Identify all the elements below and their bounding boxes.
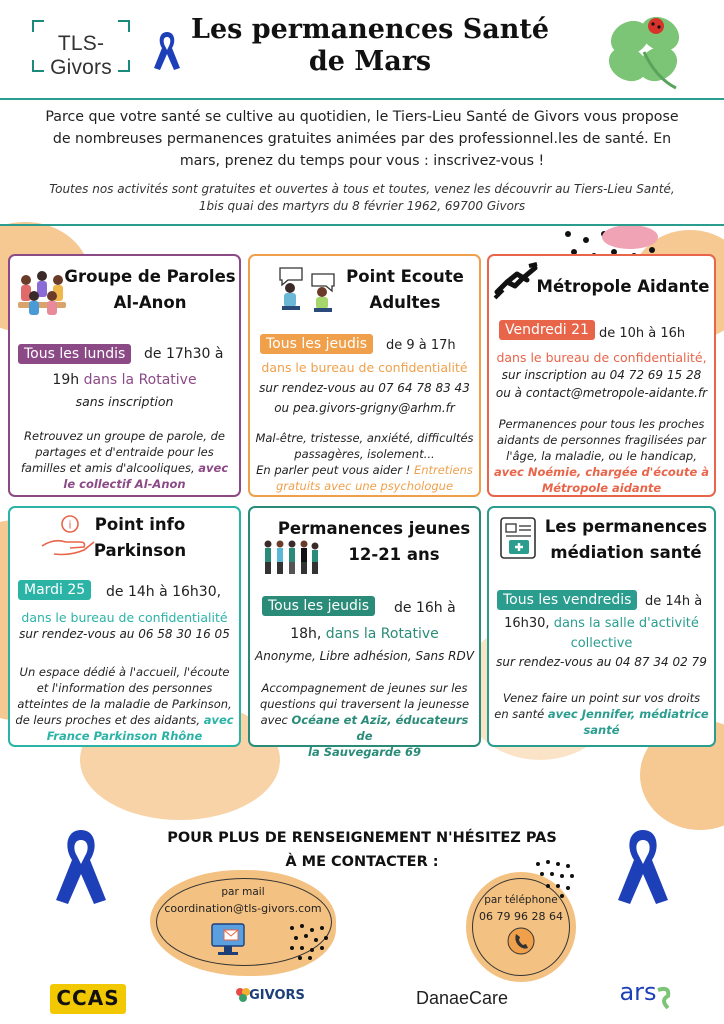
- schedule-pill: Mardi 25: [18, 580, 91, 600]
- decor-dots: [286, 922, 332, 962]
- computer-mail-icon: [210, 920, 250, 960]
- schedule-location: dans le bureau de confidentialité,: [496, 350, 707, 365]
- card-title: Permanences jeunes 12-21 ans: [277, 519, 471, 564]
- schedule-location: dans le bureau de confidentialité: [261, 360, 468, 375]
- phone-icon: [506, 926, 536, 956]
- schedule-pill: Vendredi 21: [499, 320, 595, 340]
- mail-address[interactable]: coordination@tls-givors.com: [164, 902, 322, 915]
- card-metropole-aidante: [487, 254, 716, 497]
- divider: [0, 224, 724, 226]
- awareness-ribbon-icon: [610, 824, 676, 910]
- svg-text:i: i: [68, 518, 72, 532]
- schedule-location: 18h, dans la Rotative: [290, 626, 439, 642]
- registration-note: sans inscription: [75, 394, 174, 409]
- decor-dots: [532, 858, 576, 902]
- clover-ladybug-icon: [596, 8, 696, 92]
- schedule-time: de 17h30 à: [144, 346, 224, 362]
- card-description: Permanences pour tous les proches aidants de personnes fragilisées par l'âge, la maladie, ou le handicap, avec Noémie, chargée d'écoute à Métropole aidante: [493, 417, 710, 495]
- registration-note: Anonyme, Libre adhésion, Sans RDV: [255, 649, 474, 663]
- card-description: Venez faire un point sur vos droits en santé avec Jennifer, médiatrice santé: [494, 691, 709, 737]
- card-alanon: [8, 254, 241, 497]
- awareness-ribbon-icon: [48, 824, 114, 910]
- intro-text: Parce que votre santé se cultive au quotidien, le Tiers-Lieu Santé de Givors vous propose de nombreuses permanences gratuites animées par des professionnel.les de santé. En mars, prenez du temps pour vous : inscrivez-vous !: [45, 109, 679, 169]
- schedule-time: de 9 à 17h: [386, 338, 456, 353]
- schedule-pill: Tous les vendredis: [497, 590, 637, 610]
- schedule-time: de 14h à 16h30,: [106, 584, 222, 600]
- ars-logo: ars: [614, 980, 674, 1016]
- card-parkinson: [8, 506, 241, 747]
- schedule-pill: Tous les jeudis: [260, 334, 373, 354]
- contact-info: sur rendez-vous au 04 87 34 02 79: [496, 655, 707, 669]
- card-title: Point info Parkinson: [93, 515, 187, 560]
- title-line-1: Les permanences Santé: [190, 14, 550, 45]
- card-permanences-jeunes: [248, 506, 481, 759]
- schedule-pill: Tous les lundis: [18, 344, 131, 364]
- card-description: Un espace dédié à l'accueil, l'écoute et l'information des personnes atteintes de la maladie de Parkinson, de leurs proches et des aidants, avec France Parkinson Rhône: [15, 665, 234, 743]
- card-description: Mal-être, tristesse, anxiété, difficultés passagères, isolement... En parler peut vous aider ! Entretiens gratuits avec une psychologue: [255, 431, 474, 493]
- phone-number[interactable]: 06 79 96 28 64: [479, 910, 563, 923]
- schedule-location: 16h30, dans la salle d'activité collective: [504, 616, 699, 651]
- phone-label: par téléphone: [484, 894, 558, 906]
- title-line-2: de Mars: [308, 46, 432, 77]
- card-point-ecoute: [248, 254, 481, 497]
- schedule-location: dans le bureau de confidentialité: [21, 610, 228, 625]
- tls-givors-logo: [32, 20, 130, 79]
- schedule-time: de 16h à: [394, 600, 456, 616]
- ccas-logo: CCAS: [50, 984, 126, 1014]
- mail-label: par mail: [221, 886, 265, 898]
- intro-address: Toutes nos activités sont gratuites et ouvertes à tous et toutes, venez les découvrir au Tiers-Lieu Santé, 1bis quai des martyrs du 8 février 1962, 69700 Givors: [49, 182, 675, 213]
- schedule-time: de 14h à: [645, 594, 703, 609]
- decor-pink-blob: [600, 222, 660, 252]
- card-title: Métropole Aidante: [536, 277, 710, 296]
- danaecare-logo: DanaeCare: [415, 988, 509, 1008]
- schedule-pill: Tous les jeudis: [262, 596, 375, 616]
- conversation-icon: [274, 264, 338, 318]
- health-form-icon: [497, 514, 545, 564]
- givors-logo: GIVORS: [234, 984, 306, 1014]
- card-title: Groupe de Paroles Al-Anon: [64, 267, 236, 312]
- schedule-location: 19h dans la Rotative: [52, 372, 197, 388]
- card-title: Point Ecoute Adultes: [346, 267, 464, 312]
- card-mediation-sante: [487, 506, 716, 747]
- schedule-time: de 10h à 16h: [599, 326, 686, 341]
- card-description: Accompagnement de jeunes sur les questions qui traversent la jeunesse avec Océane et Aziz, éducateurs de la Sauvegarde 69: [259, 681, 470, 759]
- card-title: Les permanences médiation santé: [544, 517, 708, 562]
- card-description: Retrouvez un groupe de parole, de partages et d'entraide pour les familles et amis d'alcooliques, avec le collectif Al-Anon: [20, 429, 229, 491]
- contact-info: sur rendez-vous au 07 64 78 83 43 ou pea.givors-grigny@arhm.fr: [259, 381, 470, 415]
- contact-title: POUR PLUS DE RENSEIGNEMENT N'HÉSITEZ PAS À ME CONTACTER :: [167, 830, 557, 870]
- divider: [0, 98, 724, 100]
- logo-text: TLS-Givors: [50, 32, 112, 79]
- contact-info: sur inscription au 04 72 69 15 28 ou à contact@metropole-aidante.fr: [495, 368, 708, 400]
- page-title: [150, 14, 590, 78]
- contact-info: sur rendez-vous au 06 58 30 16 05: [19, 627, 230, 641]
- ars-swoosh-icon: [654, 984, 674, 1010]
